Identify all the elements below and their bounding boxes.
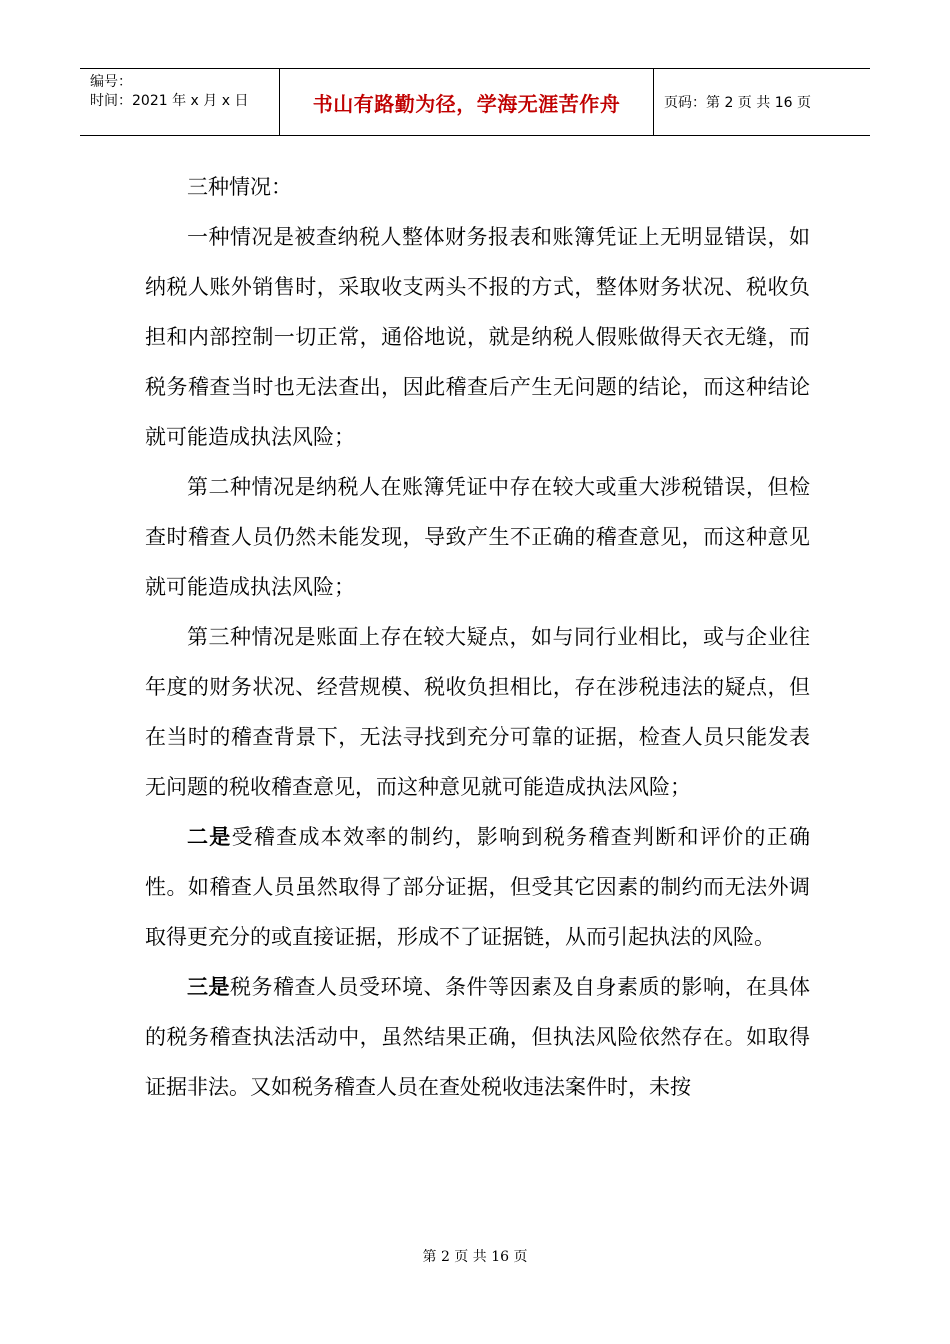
document-number-label: 编号： bbox=[90, 74, 132, 90]
paragraph-point-3 bbox=[145, 962, 810, 1112]
point-2-lead: 二是 bbox=[187, 824, 232, 849]
header-meta bbox=[80, 69, 280, 135]
document-time: 时间：2021 年 x 月 x 日 bbox=[90, 93, 249, 109]
point-2-text: 受稽查成本效率的制约，影响到税务稽查判断和评价的正确性。如稽查人员虽然取得了部分证据，但受其它因素的制约而无法外调取得更充分的或直接证据，形成不了证据链，从而引起执法的风险。 bbox=[145, 825, 810, 949]
paragraph-case-3: 第三种情况是账面上存在较大疑点，如与同行业相比，或与企业往年度的财务状况、经营规模、税收负担相比，存在涉税违法的疑点，但在当时的稽查背景下，无法寻找到充分可靠的证据，检查人员只能发表无问题的税收稽查意见，而这种意见就可能造成执法风险； bbox=[145, 625, 810, 799]
document-body bbox=[145, 162, 810, 1112]
point-3-lead: 三是 bbox=[187, 974, 230, 999]
header-motto-cell bbox=[280, 69, 654, 135]
paragraph-point-2 bbox=[145, 812, 810, 962]
point-3-text: 税务稽查人员受环境、条件等因素及自身素质的影响，在具体的税务稽查执法活动中，虽然结果正确，但执法风险依然存在。如取得证据非法。又如税务稽查人员在查处税收违法案件时，未按 bbox=[145, 975, 810, 1099]
header-page-info-cell bbox=[654, 69, 870, 135]
footer-page-number: 第 2 页 共 16 页 bbox=[422, 1249, 528, 1265]
paragraph-case-1: 一种情况是被查纳税人整体财务报表和账簿凭证上无明显错误，如纳税人账外销售时，采取收支两头不报的方式，整体财务状况、税收负担和内部控制一切正常，通俗地说，就是纳税人假账做得天衣无缝，而税务稽查当时也无法查出，因此稽查后产生无问题的结论，而这种结论就可能造成执法风险； bbox=[145, 225, 810, 449]
page-header bbox=[80, 68, 870, 136]
header-page-info: 页码：第 2 页 共 16 页 bbox=[664, 95, 811, 111]
page-footer bbox=[0, 1246, 950, 1266]
paragraph-intro: 三种情况： bbox=[187, 175, 292, 199]
paragraph-case-2: 第二种情况是纳税人在账簿凭证中存在较大或重大涉税错误，但检查时稽查人员仍然未能发现，导致产生不正确的稽查意见，而这种意见就可能造成执法风险； bbox=[145, 475, 810, 599]
header-motto: 书山有路勤为径，学海无涯苦作舟 bbox=[312, 91, 621, 116]
